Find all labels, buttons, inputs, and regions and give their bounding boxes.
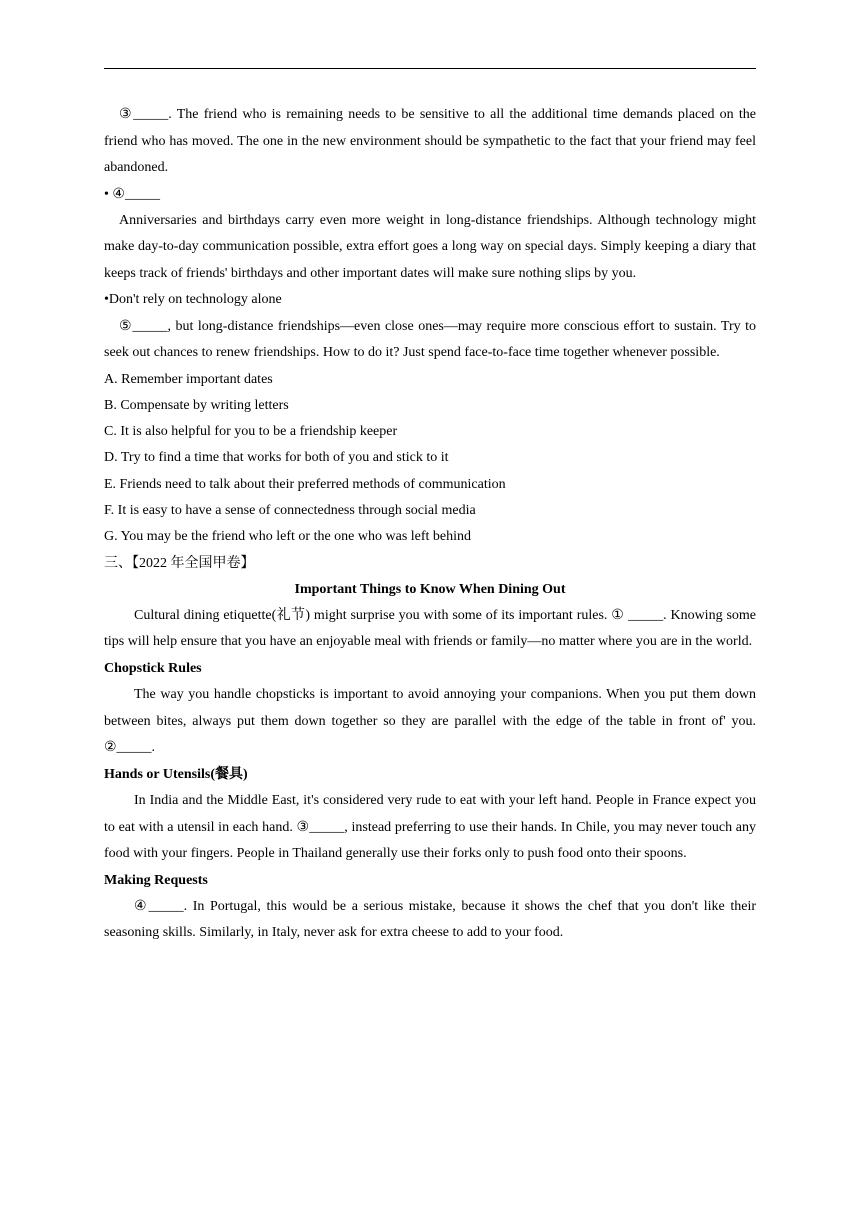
paragraph-blank-5: ⑤_____, but long-distance friendships—even close ones—may require more conscious effort to sustain. Try to seek out chances to renew friendships. How to do it? Just spend face-to-face time together whenever possible.	[104, 318, 756, 361]
paragraph-intro: Cultural dining etiquette(礼节) might surprise you with some of its important rules. ① _____. Knowing some tips will help ensure that you have an enjoyable meal with friends or family—no matter where you are in the world.	[104, 607, 756, 650]
paragraph-chopstick-rules: The way you handle chopsticks is important to avoid annoying your companions. When you put them down between bites, always put them down together so they are parallel with the edge of the table in front of' you. ②_____.	[104, 687, 756, 756]
option-a: A. Remember important dates	[104, 371, 273, 387]
heading-blank-4: • ④_____	[104, 186, 160, 202]
header-rule	[104, 68, 756, 69]
option-f: F. It is easy to have a sense of connectedness through social media	[104, 503, 476, 519]
document-body	[104, 102, 756, 947]
passage-title: Important Things to Know When Dining Out	[294, 581, 566, 597]
option-g: G. You may be the friend who left or the one who was left behind	[104, 529, 472, 545]
heading-making-requests: Making Requests	[104, 872, 208, 888]
paragraph-making-requests: ④_____. In Portugal, this would be a serious mistake, because it shows the chef that you don't like their seasoning skills. Similarly, in Italy, never ask for extra cheese to add to your food.	[104, 898, 756, 941]
option-d: D. Try to find a time that works for both of you and stick to it	[104, 450, 449, 466]
paragraph-hands-or-utensils: In India and the Middle East, it's considered very rude to eat with your left hand. People in France expect you to eat with a utensil in each hand. ③_____, instead preferring to use their hands. In Chile, you may never touch any food with your fingers. People in Thailand generally use their forks only to push food onto their spoons.	[104, 793, 756, 862]
paragraph-blank-3: ③_____. The friend who is remaining needs to be sensitive to all the additional time demands placed on the friend who has moved. The one in the new environment should be sympathetic to the fact that your friend may feel abandoned.	[104, 107, 756, 175]
paragraph-anniversaries: Anniversaries and birthdays carry even more weight in long-distance friendships. Although technology might make day-to-day communication possible, extra effort goes a long way on special days. Simply keeping a diary that keeps track of friends' birthdays and other important dates will make sure nothing slips by you.	[104, 212, 756, 281]
heading-technology: •Don't rely on technology alone	[104, 292, 282, 308]
heading-chopstick-rules: Chopstick Rules	[104, 660, 202, 676]
heading-hands-or-utensils: Hands or Utensils(餐具)	[104, 766, 248, 782]
option-c: C. It is also helpful for you to be a friendship keeper	[104, 424, 398, 440]
option-e: E. Friends need to talk about their preferred methods of communication	[104, 476, 506, 492]
options-list	[104, 367, 756, 551]
option-b: B. Compensate by writing letters	[104, 397, 289, 413]
section-label: 三、【2022 年全国甲卷】	[104, 555, 255, 571]
